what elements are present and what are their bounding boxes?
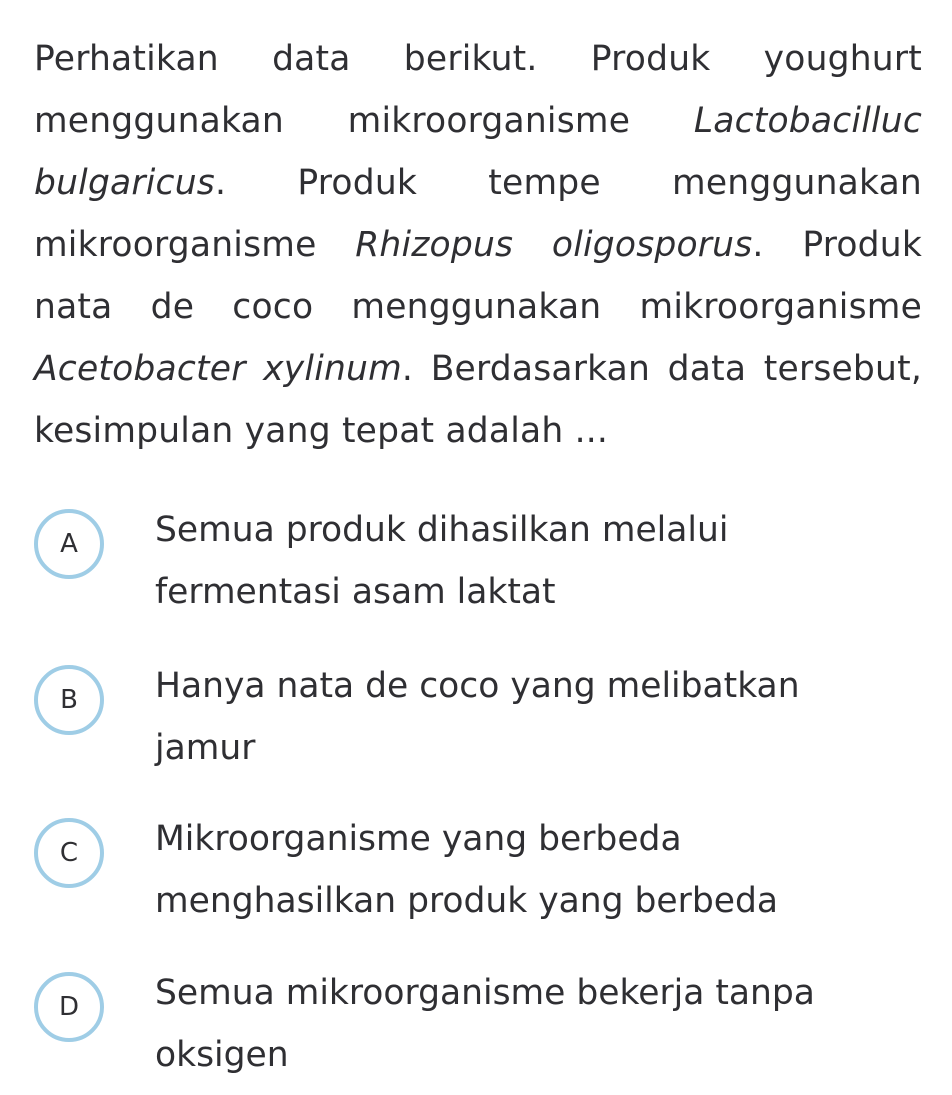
option-text[interactable]: Mikroorganisme yang berbeda menghasilkan produk yang berbeda (155, 819, 779, 921)
option-letter-circle[interactable]: B (34, 665, 104, 735)
answer-option-d[interactable] (34, 962, 922, 1092)
organism-name-lactobacillus: Lactobacilluc bulgaricus (34, 101, 922, 203)
organism-name-acetobacter: Acetobacter xylinum (34, 349, 402, 389)
organism-name-rhizopus: Rhizopus oligosporus (355, 225, 753, 265)
question-part: . Berdasarkan data tersebut, kesimpulan yang tepat adalah ... (34, 349, 922, 451)
question-part: Perhatikan data berikut. Produk youghurt menggunakan mikroorganisme (34, 39, 922, 141)
option-text[interactable]: Hanya nata de coco yang melibatkan jamur (155, 666, 800, 768)
answer-option-c[interactable] (34, 808, 922, 938)
question-text (34, 28, 922, 462)
question-part: . Produk tempe menggunakan mikroorganisme (34, 163, 922, 265)
option-text[interactable]: Semua mikroorganisme bekerja tanpa oksigen (155, 973, 815, 1075)
option-text[interactable]: Semua produk dihasilkan melalui fermentasi asam laktat (155, 510, 729, 612)
question-part: . Produk nata de coco menggunakan mikroorganisme (34, 225, 922, 327)
answer-option-b[interactable] (34, 655, 922, 785)
option-letter-circle[interactable]: A (34, 509, 104, 579)
option-letter-circle[interactable]: D (34, 972, 104, 1042)
option-letter-circle[interactable]: C (34, 818, 104, 888)
answer-option-a[interactable] (34, 499, 922, 629)
